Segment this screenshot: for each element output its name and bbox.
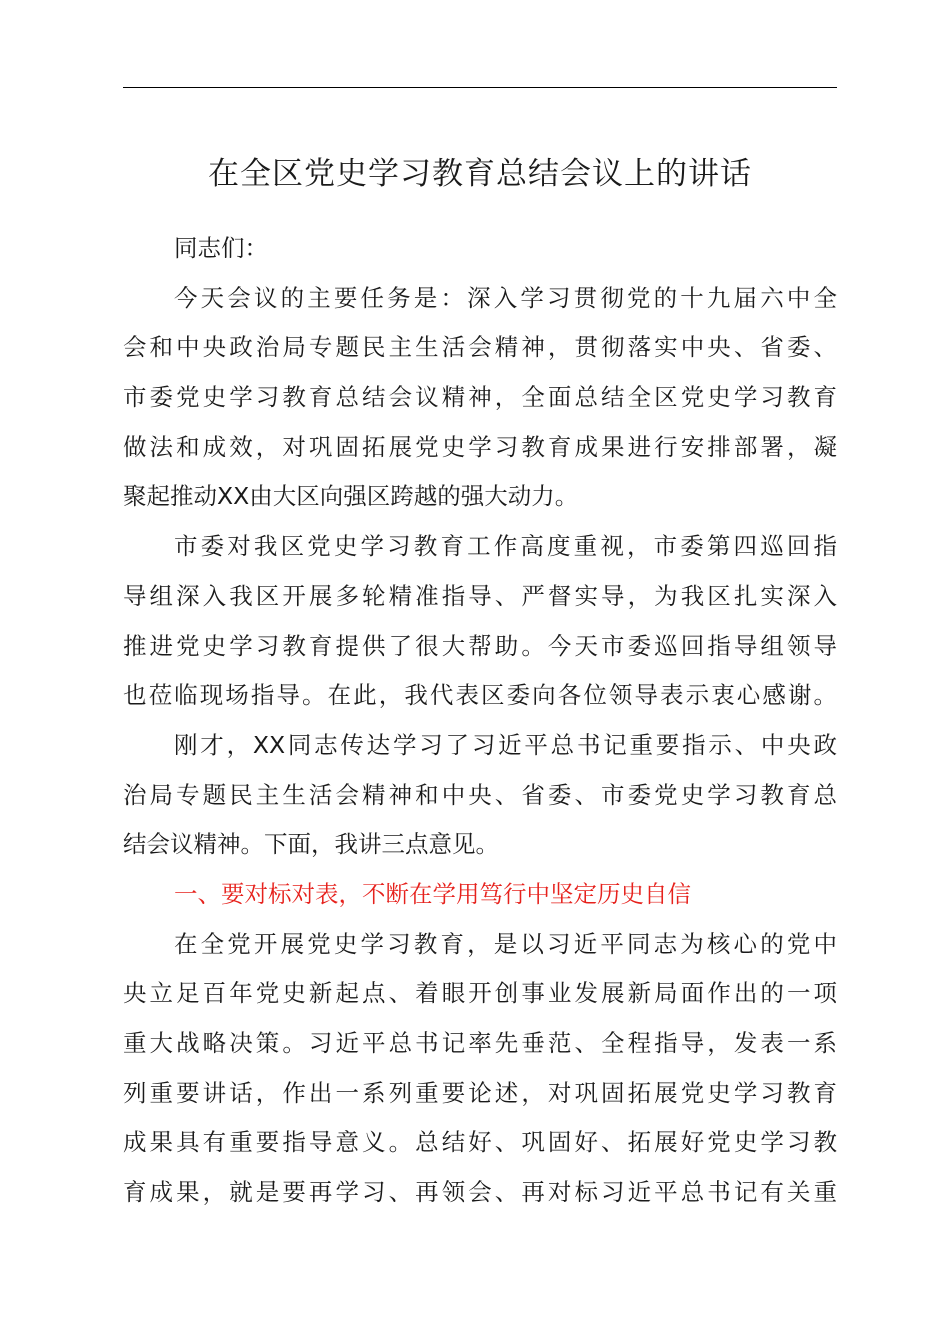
paragraph-line: 会和中央政治局专题民主生活会精神，贯彻落实中央、省委、	[123, 333, 837, 362]
section-heading: 一、要对标对表，不断在学用笃行中坚定历史自信	[174, 879, 691, 908]
paragraph-line: 也莅临现场指导。在此，我代表区委向各位领导表示衷心感谢。	[123, 681, 837, 710]
paragraph-line: 列重要讲话，作出一系列重要论述，对巩固拓展党史学习教育	[123, 1078, 837, 1107]
header-rule	[123, 87, 837, 88]
paragraph-line: 成果具有重要指导意义。总结好、巩固好、拓展好党史学习教	[123, 1128, 837, 1157]
paragraph-line: 市委对我区党史学习教育工作高度重视，市委第四巡回指	[174, 532, 837, 561]
paragraph-line: 做法和成效，对巩固拓展党史学习教育成果进行安排部署，凝	[123, 432, 837, 461]
paragraph-line: 推进党史学习教育提供了很大帮助。今天市委巡回指导组领导	[123, 631, 837, 660]
salutation-line: 同志们：	[174, 234, 268, 262]
paragraph-line: 结会议精神。下面，我讲三点意见。	[123, 830, 499, 859]
paragraph-line: 重大战略决策。习近平总书记率先垂范、全程指导，发表一系	[123, 1029, 837, 1057]
paragraph-line: 刚才，XX同志传达学习了习近平总书记重要指示、中央政	[174, 730, 837, 759]
paragraph-line: 聚起推动XX由大区向强区跨越的强大动力。	[123, 482, 579, 511]
paragraph-line: 在全党开展党史学习教育，是以习近平同志为核心的党中	[174, 929, 837, 958]
paragraph-line: 今天会议的主要任务是：深入学习贯彻党的十九届六中全	[174, 283, 837, 312]
document-body	[123, 224, 837, 1218]
document-title: 在全区党史学习教育总结会议上的讲话	[208, 156, 752, 192]
paragraph-line: 育成果，就是要再学习、再领会、再对标习近平总书记有关重	[123, 1178, 837, 1207]
paragraph-line: 市委党史学习教育总结会议精神，全面总结全区党史学习教育	[123, 383, 837, 412]
paragraph-line: 央立足百年党史新起点、着眼开创事业发展新局面作出的一项	[123, 979, 837, 1008]
paragraph-line: 导组深入我区开展多轮精准指导、严督实导，为我区扎实深入	[123, 581, 837, 610]
paragraph-line: 治局专题民主生活会精神和中央、省委、市委党史学习教育总	[123, 780, 837, 809]
